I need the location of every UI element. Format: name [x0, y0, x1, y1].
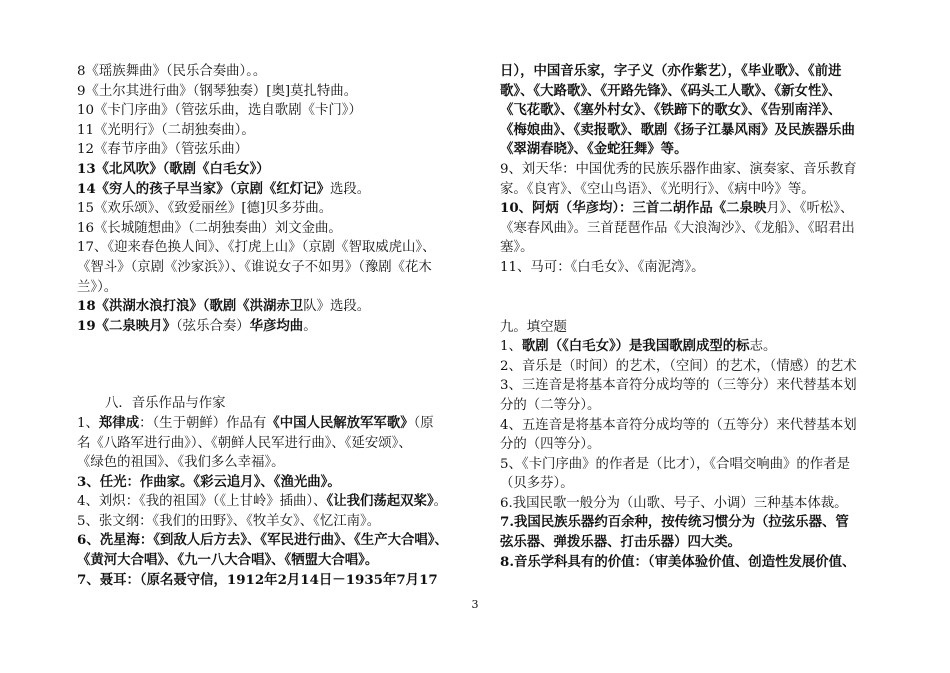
text-segment: 《绿色的祖国》、《我们多么幸福》。	[77, 455, 285, 471]
text-line	[500, 219, 900, 239]
text-line	[500, 396, 900, 416]
text-line	[77, 160, 487, 180]
text-line	[77, 82, 487, 102]
text-line	[77, 317, 487, 337]
text-line	[500, 101, 900, 121]
text-segment: 19《二泉映月》	[77, 317, 176, 334]
text-segment: 5、张文纲：《我们的田野》、《牧羊女》、《忆江南》。	[77, 513, 381, 529]
text-segment: 12《春节序曲》（管弦乐曲）	[77, 142, 249, 158]
text-segment: 7、聂耳：（原名聂守信，1912年2月14日－1935年7月17	[77, 571, 438, 588]
text-line	[77, 101, 487, 121]
text-line	[77, 571, 487, 591]
text-segment: 18《洪湖水浪打浪》（歌剧《洪湖赤卫	[77, 298, 304, 315]
text-line	[500, 140, 900, 160]
text-line	[500, 199, 900, 219]
text-segment: （弦乐合奏）	[175, 318, 250, 334]
text-segment: 7.我国民族乐器约百余种，按传统习惯分为（拉弦乐器、管	[500, 514, 849, 531]
text-segment: 《梅娘曲》、《卖报歌》、歌剧《扬子江暴风雨》及民族器乐曲	[500, 121, 855, 138]
text-segment: 4、五连音是将基本音符分成均等的（五等分）来代替基本划	[500, 417, 857, 433]
text-line	[500, 416, 900, 436]
text-segment: 10、阿炳（华彦均）：三首二胡作品《二泉映	[500, 200, 767, 217]
text-line	[77, 297, 487, 317]
text-segment: 9《土尔其进行曲》（钢琴独奏）[奥]莫扎特曲。	[77, 83, 358, 99]
text-segment: 11《光明行》（二胡独奏曲）。	[77, 122, 255, 138]
text-line	[500, 121, 900, 141]
left-list-b	[77, 414, 487, 590]
text-segment: 志。	[749, 339, 777, 355]
text-segment: 15《欢乐颂》、《致爱丽丝》[德]贝多芬曲。	[77, 201, 333, 217]
text-line	[77, 512, 487, 532]
text-segment: （贝多芬）。	[500, 476, 574, 492]
text-line	[500, 357, 900, 377]
text-segment: 家。《良宵》、《空山鸟语》、《光明行》、《病中吟》等。	[500, 181, 815, 197]
text-line	[77, 414, 487, 434]
text-line	[77, 121, 487, 141]
text-line	[500, 82, 900, 102]
text-segment: 4、刘炽：《我的祖国》（《上甘岭》插曲）、	[77, 494, 327, 510]
text-segment: 月》、《听松》、	[766, 201, 854, 217]
text-segment: 13《北风吹》（歌剧《白毛女》）	[77, 160, 270, 177]
text-segment: 华彦均曲	[249, 317, 304, 334]
text-segment: 3、任光：作曲家。《彩云追月》、《渔光曲》。	[77, 473, 341, 490]
text-segment: 。	[433, 494, 448, 510]
text-segment: 1、	[500, 339, 522, 355]
text-segment: 9、刘天华：中国优秀的民族乐器作曲家、演奏家、音乐教育	[500, 161, 857, 177]
text-line	[77, 473, 487, 493]
text-line	[77, 258, 487, 278]
text-segment: 3、三连音是将基本音符分成均等的（三等分）来代替基本划	[500, 378, 857, 394]
text-line	[500, 474, 900, 494]
text-line	[77, 492, 487, 512]
text-segment: 兰》）。	[77, 279, 118, 295]
text-segment: 1、	[77, 415, 99, 431]
text-line	[77, 199, 487, 219]
text-line	[77, 434, 487, 454]
text-line	[77, 531, 487, 551]
text-line	[500, 160, 900, 180]
text-segment: 郑律成	[98, 414, 140, 431]
text-segment: 歌》、《大路歌》、《开路先锋》、《码头工人歌》、《新女性》、	[500, 82, 842, 99]
text-segment: 《黄河大合唱》、《九一八大合唱》、《牺盟大合唱》。	[77, 552, 379, 569]
text-segment: 《让我们荡起双桨》	[326, 493, 434, 510]
text-line	[500, 180, 900, 200]
text-segment: （原	[413, 415, 434, 431]
text-segment: 6、冼星海：《到敌人后方去》、《军民进行曲》、《生产大合唱》、	[77, 532, 448, 549]
text-line	[500, 62, 900, 82]
text-segment: 歌剧（《白毛女》）是我国歌剧成型的标	[521, 338, 750, 355]
text-segment: 队》选段。	[303, 299, 371, 315]
text-segment: 名《八路军进行曲》）、《朝鲜人民军进行曲》、《延安颂》、	[77, 435, 412, 451]
text-segment: 2、音乐是（时间）的艺术，（空间）的艺术，（情感）的艺术	[500, 358, 857, 374]
text-line	[77, 219, 487, 239]
text-segment: 日），中国音乐家，字子义（亦作紫艺），《毕业歌》、《前进	[500, 63, 842, 79]
text-line	[500, 455, 900, 475]
text-segment: 16《长城随想曲》（二胡独奏曲）刘文金曲。	[77, 220, 342, 236]
text-segment: 8《瑶族舞曲》（民乐合奏曲）。。	[77, 64, 267, 79]
text-line	[500, 435, 900, 455]
text-line	[77, 238, 487, 258]
page-number: 3	[471, 598, 479, 611]
text-segment: 11、马可：《白毛女》、《南泥湾》。	[500, 259, 705, 275]
text-line	[500, 376, 900, 396]
text-segment: 分的（二等分）。	[500, 397, 601, 413]
text-segment: 17、《迎来春色换人间》、《打虎上山》（京剧《智取威虎山》、	[77, 240, 436, 256]
text-line	[77, 551, 487, 571]
text-segment: 8.音乐学科具有的价值：（审美体验价值、创造性发展价值、	[500, 553, 856, 570]
text-line	[500, 238, 900, 258]
text-line	[77, 62, 487, 82]
text-segment: 14《穷人的孩子早当家》（京剧《红灯记》	[77, 180, 330, 197]
text-line	[500, 513, 900, 533]
text-line	[500, 337, 900, 357]
left-list-a	[77, 62, 487, 336]
text-line	[500, 258, 900, 278]
text-segment: 5、《卡门序曲》的作者是（比才），《合唱交响曲》的作者是	[500, 456, 850, 472]
left-column	[77, 62, 487, 590]
text-segment: 选段。	[329, 181, 371, 197]
text-segment: 分的（四等分）。	[500, 437, 601, 453]
text-segment: 10《卡门序曲》（管弦乐曲，选自歌剧《卡门》）	[77, 103, 362, 119]
text-line	[77, 180, 487, 200]
text-segment: 《智斗》（京剧《沙家浜》）、《谁说女子不如男》（豫剧《花木	[77, 259, 432, 275]
text-segment: 塞》。	[500, 240, 534, 256]
text-segment: 《翠湖春晓》、《金蛇狂舞》等。	[500, 141, 688, 158]
section-title-9: 九。填空题	[500, 319, 567, 335]
text-line	[500, 494, 900, 514]
text-segment: 弦乐器、弹拨乐器、打击乐器）四大类。	[500, 534, 742, 551]
text-segment: 《寒春风曲》。三首琵琶作品《大浪淘沙》、《龙船》、《昭君出	[500, 220, 855, 236]
text-line	[77, 453, 487, 473]
text-line	[77, 278, 487, 298]
right-list-b	[500, 337, 900, 572]
text-line	[500, 553, 900, 573]
text-segment: 《飞花歌》、《塞外村女》、《铁蹄下的歌女》、《告别南洋》、	[500, 102, 842, 119]
text-segment: 《中国人民解放军军歌》	[266, 414, 414, 431]
text-segment: 6.我国民歌一般分为（山歌、号子、小调）三种基本体裁。	[500, 495, 848, 511]
text-line	[77, 140, 487, 160]
text-segment: ：（生于朝鲜）作品有	[139, 415, 267, 431]
right-list-a	[500, 62, 900, 278]
text-line	[500, 533, 900, 553]
text-segment: 。	[303, 318, 317, 334]
right-column	[500, 62, 900, 572]
section-title-8: 八．音乐作品与作家	[105, 396, 226, 412]
